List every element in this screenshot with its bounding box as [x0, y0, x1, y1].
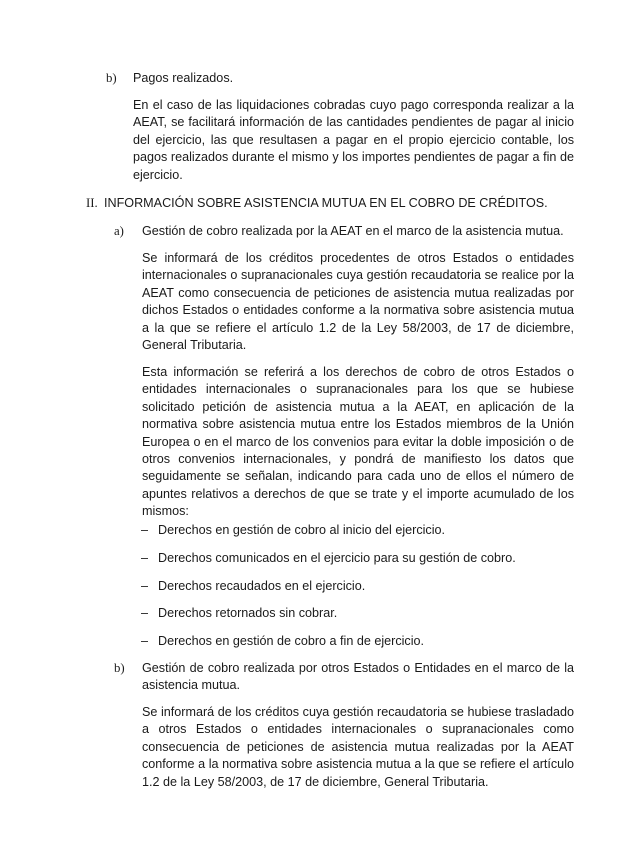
dash-bullet: – [141, 523, 149, 537]
dash-bullet: – [141, 606, 149, 620]
list-item: Derechos en gestión de cobro al inicio del ejercicio. [158, 523, 446, 537]
paragraph-pagos: En el caso de las liquidaciones cobradas cuyo pago corresponda realizar a la AEAT, se facilitará información de las cantidades pendientes de pagar al inicio del ejercicio, las que resultasen a pagar en el propio ejercicio contable, los pagos realizados durante el mismo y los importes pendientes de pagar a fin de ejercicio. [133, 98, 574, 182]
item-a-heading: Gestión de cobro realizada por la AEAT en el marco de la asistencia mutua. [142, 224, 564, 238]
list-item: Derechos en gestión de cobro a fin de ejercicio. [158, 634, 425, 648]
item-b-paragraph: Se informará de los créditos cuya gestión recaudatoria se hubiese trasladado a otros Estados o entidades internacionales o supranacionales como consecuencia de peticiones de asistencia mutua realizadas por la AEAT conforme a la normativa sobre asistencia mutua a la que se refiere el artículo 1.2 de la Ley 58/2003, de 17 de diciembre, General Tributaria. [142, 705, 574, 789]
section-heading-pagos: Pagos realizados. [133, 71, 234, 85]
list-marker-a: a) [114, 224, 124, 238]
section-numeral-ii: II. [86, 196, 98, 210]
item-b-heading: Gestión de cobro realizada por otros Estados o Entidades en el marco de la asistencia mutua. [142, 661, 574, 693]
list-item: Derechos retornados sin cobrar. [158, 606, 338, 620]
list-marker-b: b) [114, 661, 125, 675]
dash-bullet: – [141, 579, 149, 593]
list-marker-b: b) [106, 71, 117, 85]
section-heading-ii: INFORMACIÓN SOBRE ASISTENCIA MUTUA EN EL COBRO DE CRÉDITOS. [104, 196, 548, 210]
dash-bullet: – [141, 634, 149, 648]
item-a-paragraph-2: Esta información se referirá a los derechos de cobro de otros Estados o entidades internacionales o supranacionales para los que se hubiese solicitado petición de asistencia mutua a la AEAT, en aplicación de la normativa sobre asistencia mutua entre los Estados miembros de la Unión Europea o en el marco de los convenios para evitar la doble imposición o de otros convenios internacionales, y pondrá de manifiesto los datos que seguidamente se señalan, indicando para cada uno de ellos el número de apuntes relativos a derechos de que se trate y el importe acumulado de los mismos: [142, 365, 574, 519]
dash-bullet: – [141, 551, 149, 565]
item-a-paragraph-1: Se informará de los créditos procedentes de otros Estados o entidades internacionales o supranacionales cuya gestión recaudatoria se realice por la AEAT como consecuencia de peticiones de asistencia mutua realizadas por dichos Estados o entidades conforme a la normativa sobre asistencia mutua a la que se refiere el artículo 1.2 de la Ley 58/2003, de 17 de diciembre, General Tributaria. [142, 251, 574, 353]
list-item: Derechos recaudados en el ejercicio. [158, 579, 366, 593]
list-item: Derechos comunicados en el ejercicio para su gestión de cobro. [158, 551, 516, 565]
